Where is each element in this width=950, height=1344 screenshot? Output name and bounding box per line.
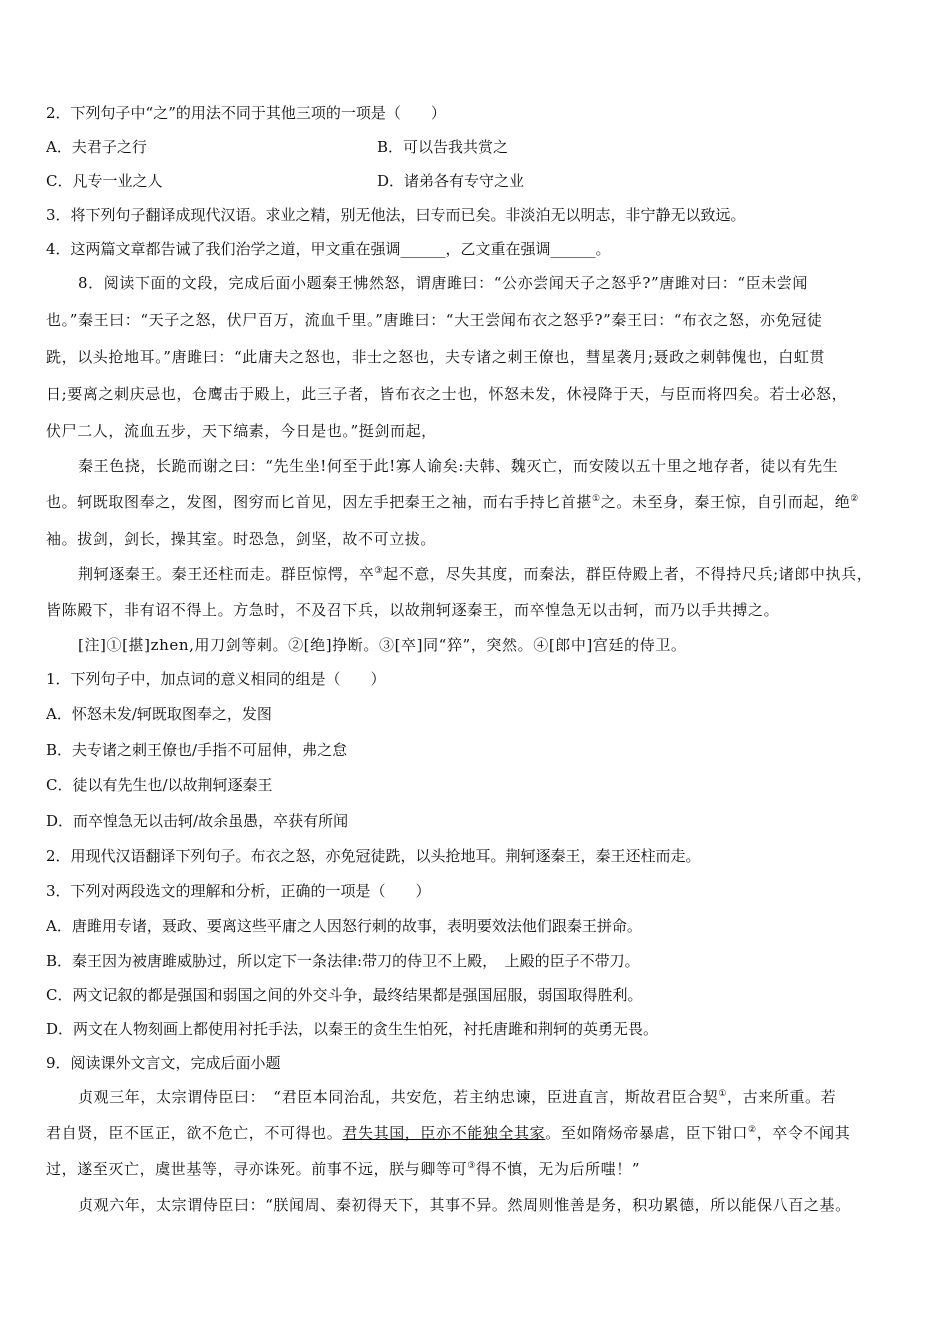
passage-text: 君自贤，臣不匡正，欲不危亡，不可得也。: [46, 1124, 343, 1142]
section-8-paragraph-1-line: 伏尸二人，流血五步，天下缟素，今日是也。”挺剑而起，: [46, 422, 437, 440]
question-4: 4．这两篇文章都告诫了我们治学之道，甲文重在强调______，乙文重在强调______。: [46, 240, 611, 258]
section-9-title: 9．阅读课外文言文，完成后面小题: [46, 1054, 281, 1072]
footnote-marker: ②: [748, 1125, 757, 1135]
question-2-option-a: A．夫君子之行: [46, 138, 147, 156]
section-8-paragraph-1-line: 日;要离之刺庆忌也，仓鹰击于殿上，此三子者，皆布衣之士也，怀怒未发，休祲降于天，与臣而将四矣。若士必怒，: [46, 385, 848, 403]
footnote-marker: ③: [374, 566, 384, 576]
passage-text: ，古来所重。若: [727, 1088, 837, 1106]
footnote-marker: ②: [850, 494, 859, 504]
section-8-question-1-option-c: C．徒以有先生也/以故荆轲逐秦王: [46, 776, 273, 794]
section-8-paragraph-1-line: 跣，以头抢地耳。”唐雎曰：“此庸夫之怒也，非士之怒也，夫专诸之刺王僚也，彗星袭月;聂政之刺韩傀也，白虹贯: [46, 348, 826, 366]
section-8-question-1-option-a: A．怀怒未发/轲既取图奉之，发图: [46, 705, 272, 723]
footnote-marker: ①: [592, 494, 601, 504]
section-8-question-3-option-a: A．唐雎用专诸，聂政、要离这些平庸之人因怒行刺的故事，表明要效法他们跟秦王拼命。: [46, 917, 642, 935]
section-9-paragraph-1-line: [46, 1159, 908, 1179]
footnote-marker: ①: [718, 1089, 728, 1099]
passage-text: 过，遂至灭亡，虞世基等，寻亦诛死。前事不远，朕与卿等可: [46, 1160, 468, 1178]
passage-text: ，卒令不闻其: [756, 1124, 851, 1142]
section-8-question-3-option-d: D．两文在人物刻画上都使用衬托手法，以秦王的贪生生怕死，衬托唐雎和荆轲的英勇无畏。: [46, 1020, 659, 1038]
passage-text: 得不慎，无为后所嗤！”: [475, 1160, 641, 1178]
section-8-paragraph-1-line: 也。”秦王曰：“天子之怒，伏尸百万，流血千里。”唐雎曰：“大王尝闻布衣之怒乎?”秦王曰：“布衣之怒，亦免冠徒: [46, 311, 823, 329]
section-8-question-3-stem: 3．下列对两段选文的理解和分析，正确的一项是（ ）: [46, 882, 431, 900]
section-8-paragraph-2-line: 袖。拔剑，剑长，操其室。时恐急，剑坚，故不可立拔。: [46, 530, 437, 548]
section-8-question-2: 2．用现代汉语翻译下列句子。布衣之怒，亦免冠徒跣，以头抢地耳。荆轲逐秦王，秦王还柱而走。: [46, 847, 701, 865]
question-2-option-d: D．诸弟各有专守之业: [377, 172, 525, 190]
section-8-annotation: [注]①[揕]zhen,用刀剑等刺。②[绝]挣断。③[卒]同“猝”，突然。④[郎中]宫廷的侍卫。: [78, 636, 687, 654]
section-9-paragraph-2-line: 贞观六年，太宗谓侍臣曰：“朕闻周、秦初得天下，其事不异。然周则惟善是务，积功累德，所以能保八百之基。: [78, 1196, 851, 1214]
question-2-stem: 2．下列句子中“之”的用法不同于其他三项的一项是（ ）: [46, 104, 446, 122]
section-8-question-3-option-b: B．秦王因为被唐雎威胁过，所以定下一条法律:带刀的侍卫不上殿， 上殿的臣子不带刀。: [46, 952, 640, 970]
section-8-paragraph-3-line: 皆陈殿下，非有诏不得上。方急时，不及召下兵，以故荆轲逐秦王，而卒惶急无以击轲，而乃以手共搏之。: [46, 601, 780, 619]
passage-text: 。至如隋炀帝暴虐，臣下钳口: [545, 1124, 749, 1142]
section-9-paragraph-1-line: [46, 1123, 908, 1143]
section-8-paragraph-1-line: 8．阅读下面的文段，完成后面小题秦王怫然怒，谓唐雎曰：“公亦尝闻天子之怒乎?”唐雎对曰：“臣未尝闻: [78, 274, 808, 292]
passage-text: 贞观三年，太宗谓侍臣曰： “君臣本同治乱，共安危，若主纳忠谏，臣进直言，斯故君臣合契: [78, 1088, 719, 1106]
section-8-question-3-option-c: C．两文记叙的都是强国和弱国之间的外交斗争，最终结果都是强国屈服，弱国取得胜利。: [46, 986, 643, 1004]
question-2-option-c: C．凡专一业之人: [46, 172, 163, 190]
passage-text: 之。未至身，秦王惊，自引而起，绝: [600, 493, 851, 511]
section-8-paragraph-3-line: [78, 564, 908, 584]
question-3: 3．将下列句子翻译成现代汉语。求业之精，别无他法，曰专而已矣。非淡泊无以明志，非宁静无以致远。: [46, 206, 746, 224]
section-8-paragraph-2-line: 秦王色挠，长跪而谢之曰：“先生坐!何至于此!寡人谕矣:夫韩、魏灭亡，而安陵以五十里之地存者，徒以有先生: [78, 457, 839, 475]
section-8-paragraph-2-line: [46, 492, 908, 512]
section-8-question-1-option-d: D．而卒惶急无以击轲/故余虽愚，卒获有所闻: [46, 812, 349, 830]
question-2-option-b: B．可以告我共赏之: [377, 138, 509, 156]
passage-text: 也。轲既取图奉之，发图，图穷而匕首见，因左手把秦王之袖，而右手持匕首揕: [46, 493, 593, 511]
section-8-question-1-stem: 1．下列句子中，加点词的意义相同的组是（ ）: [46, 670, 386, 688]
passage-text: 起不意，尽失其度，而秦法，群臣侍殿上者，不得持尺兵;诸郎中执兵，: [383, 565, 873, 583]
underlined-sentence: 君失其国，臣亦不能独全其家: [342, 1124, 546, 1142]
passage-text: 荆轲逐秦王。秦王还柱而走。群臣惊愕，卒: [78, 565, 375, 583]
section-9-paragraph-1-line: [78, 1087, 908, 1107]
footnote-marker: ③: [467, 1161, 476, 1171]
section-8-question-1-option-b: B．夫专诸之刺王僚也/手指不可屈伸，弗之怠: [46, 741, 348, 759]
